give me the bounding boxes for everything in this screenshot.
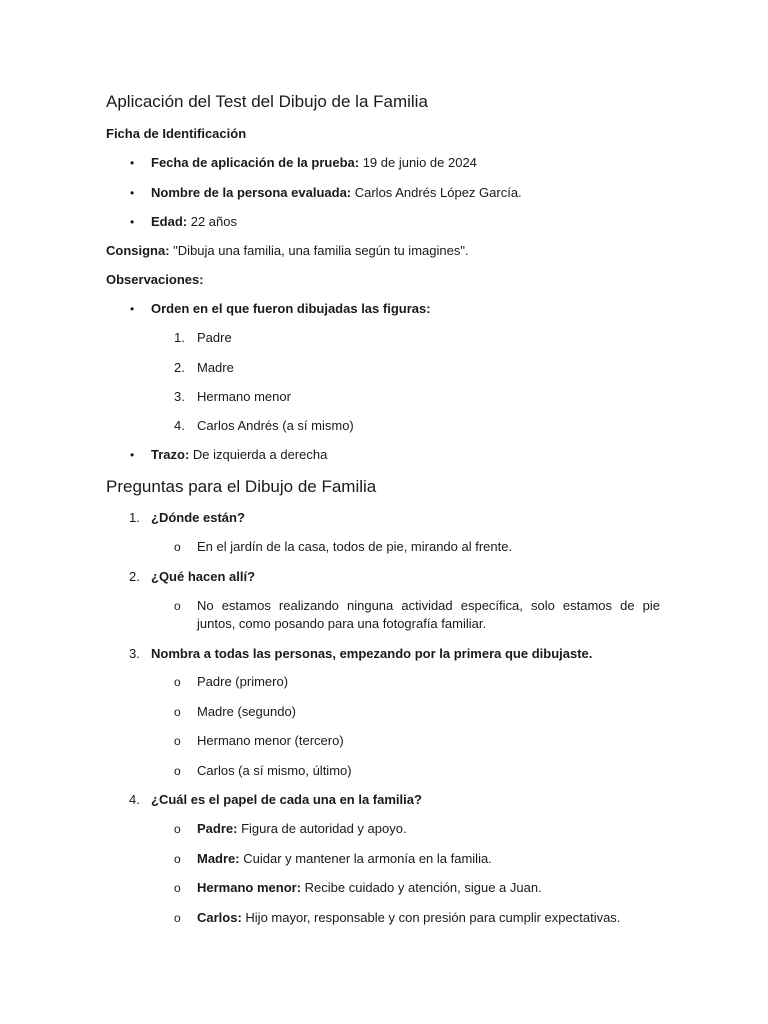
answer-item: Madre (segundo)	[197, 704, 296, 719]
question-number: 3.	[129, 646, 140, 661]
circle-bullet-icon: o	[174, 734, 181, 748]
question-number: 2.	[129, 569, 140, 584]
answer-item: No estamos realizando ninguna actividad específica, solo estamos de pie juntos, como posando para una fotografía familiar.	[197, 598, 660, 631]
orden-item: Carlos Andrés (a sí mismo)	[197, 418, 354, 433]
question-4: ¿Cuál es el papel de cada una en la familia?	[151, 792, 422, 807]
question-number: 4.	[129, 792, 140, 807]
answer-item: En el jardín de la casa, todos de pie, mirando al frente.	[197, 539, 513, 554]
circle-bullet-icon: o	[174, 764, 181, 778]
orden-item: Madre	[197, 360, 234, 375]
circle-bullet-icon: o	[174, 540, 181, 554]
role-item-carlos: Carlos: Hijo mayor, responsable y con presión para cumplir expectativas.	[197, 910, 621, 925]
orden-number: 2.	[174, 360, 185, 375]
document-title: Aplicación del Test del Dibujo de la Familia	[106, 92, 428, 111]
orden-number: 1.	[174, 330, 185, 345]
circle-bullet-icon: o	[174, 881, 181, 895]
answer-item: Carlos (a sí mismo, último)	[197, 763, 352, 778]
orden-label: Orden en el que fueron dibujadas las figuras:	[151, 301, 431, 316]
question-2: ¿Qué hacen allí?	[151, 569, 256, 584]
circle-bullet-icon: o	[174, 599, 181, 613]
ficha-item-nombre: Nombre de la persona evaluada: Carlos Andrés López García.	[151, 185, 522, 200]
circle-bullet-icon: o	[174, 822, 181, 836]
observaciones-heading: Observaciones:	[106, 272, 204, 287]
circle-bullet-icon: o	[174, 852, 181, 866]
bullet-icon: •	[130, 302, 135, 316]
question-1: ¿Dónde están?	[151, 510, 245, 525]
bullet-icon: •	[130, 448, 135, 462]
orden-number: 4.	[174, 418, 185, 433]
orden-item: Hermano menor	[197, 389, 291, 404]
answer-item: Hermano menor (tercero)	[197, 733, 344, 748]
role-item-hermano: Hermano menor: Recibe cuidado y atención, sigue a Juan.	[197, 880, 542, 895]
orden-item: Padre	[197, 330, 232, 345]
role-item-padre: Padre: Figura de autoridad y apoyo.	[197, 821, 407, 836]
bullet-icon: •	[130, 215, 135, 229]
ficha-heading: Ficha de Identificación	[106, 126, 247, 141]
role-item-madre: Madre: Cuidar y mantener la armonía en la familia.	[197, 851, 492, 866]
bullet-icon: •	[130, 156, 135, 170]
trazo: Trazo: De izquierda a derecha	[151, 447, 328, 462]
preguntas-heading: Preguntas para el Dibujo de Familia	[106, 477, 377, 496]
orden-number: 3.	[174, 389, 185, 404]
consigna: Consigna: "Dibuja una familia, una familia según tu imagines".	[106, 243, 469, 258]
circle-bullet-icon: o	[174, 911, 181, 925]
answer-item: Padre (primero)	[197, 674, 289, 689]
circle-bullet-icon: o	[174, 675, 181, 689]
ficha-item-fecha: Fecha de aplicación de la prueba: 19 de junio de 2024	[151, 155, 477, 170]
question-3: Nombra a todas las personas, empezando por la primera que dibujaste.	[151, 646, 593, 661]
bullet-icon: •	[130, 186, 135, 200]
circle-bullet-icon: o	[174, 705, 181, 719]
ficha-item-edad: Edad: 22 años	[151, 214, 237, 229]
question-number: 1.	[129, 510, 140, 525]
